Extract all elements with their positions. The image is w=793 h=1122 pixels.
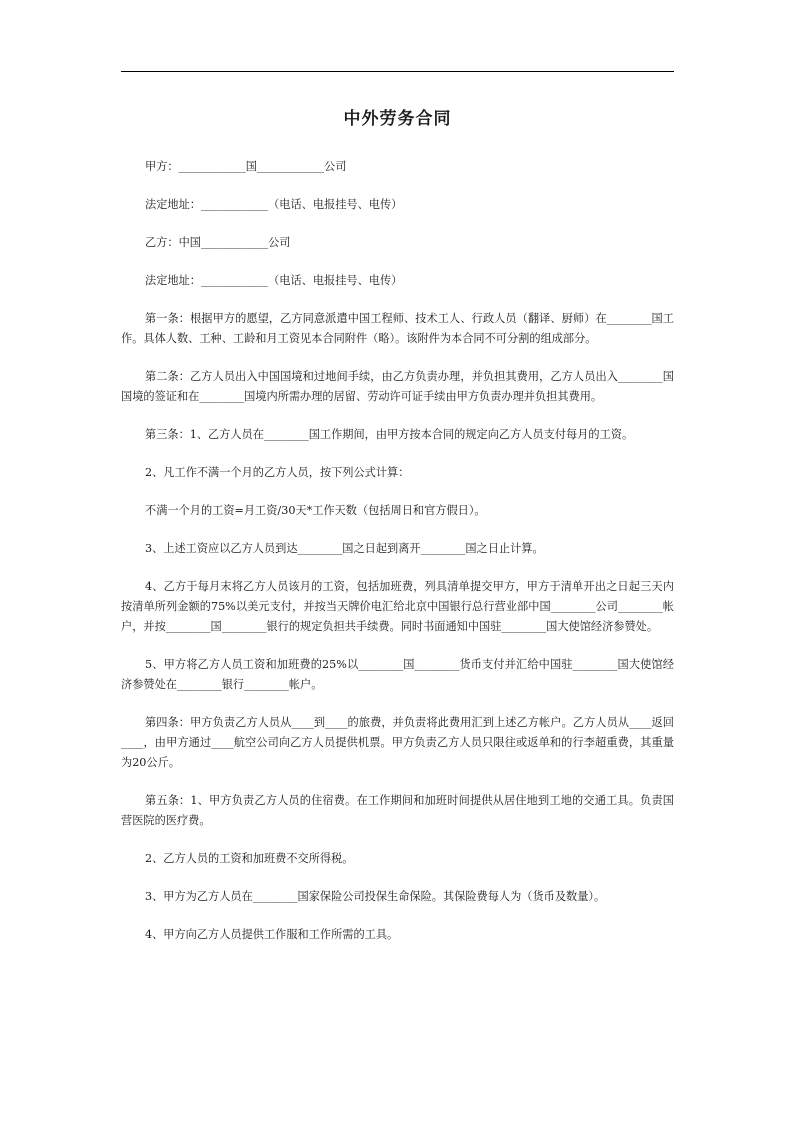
article-3-clause-4: 4、乙方于每月末将乙方人员该月的工资，包括加班费，列具清单提交甲方，甲方于清单开出之日起三天内按清单所列金额的75%以美元支付，并按当天牌价电汇给北京中国银行总行营业部中国________公司________帐户，并按________国________银行的规定负担共手续费。同时书面通知中国驻________国大使馆经济参赞处。 (121, 580, 674, 633)
article-3-clause-1: 第三条：1、乙方人员在________国工作期间，由甲方按本合同的规定向乙方人员支付每月的工资。 (145, 428, 634, 441)
party-b-address: 法定地址：____________（电话、电报挂号、电传） (145, 274, 403, 287)
article-5-clause-3: 3、甲方为乙方人员在________国家保险公司投保生命保险。其保险费每人为（货币及数量）。 (145, 890, 606, 903)
document-title: 中外劳务合同 (343, 109, 452, 129)
article-5-clause-4: 4、甲方向乙方人员提供工作服和工作所需的工具。 (145, 928, 399, 941)
header-rule (121, 71, 674, 72)
article-5-clause-2: 2、乙方人员的工资和加班费不交所得税。 (145, 852, 354, 865)
document-body (121, 157, 674, 963)
article-2: 第二条：乙方人员出入中国国境和过地间手续，由乙方负责办理，并负担其费用，乙方人员出入________国国境的签证和在________国境内所需办理的居留、劳动许可证手续由甲方负责办理并负担其费用。 (121, 370, 674, 403)
article-5-clause-1: 第五条：1、甲方负责乙方人员的住宿费。在工作期间和加班时间提供从居住地到工地的交通工具。负责国营医院的医疗费。 (121, 794, 674, 827)
party-a-line: 甲方：____________国____________公司 (145, 160, 347, 173)
article-3-formula: 不满一个月的工资=月工资/30天*工作天数（包括周日和官方假日）。 (145, 504, 486, 517)
article-4: 第四条：甲方负责乙方人员从____到____的旅费，并负责将此费用汇到上述乙方帐户。乙方人员从____返回____，由甲方通过____航空公司向乙方人员提供机票。甲方负责乙方人员只限往或返单和的行李超重费，其重量为20公斤。 (121, 716, 674, 769)
article-3-clause-3: 3、上述工资应以乙方人员到达________国之日起到离开________国之日止计算。 (145, 542, 544, 555)
article-1: 第一条：根据甲方的愿望，乙方同意派遣中国工程师、技术工人、行政人员（翻译、厨师）在________国工作。具体人数、工种、工龄和月工资见本合同附件（略）。该附件为本合同不可分割的组成部分。 (121, 312, 674, 345)
party-b-line: 乙方：中国____________公司 (145, 236, 291, 249)
party-a-address: 法定地址：____________（电话、电报挂号、电传） (145, 198, 403, 211)
article-3-clause-2: 2、凡工作不满一个月的乙方人员，按下列公式计算： (145, 466, 410, 479)
article-3-clause-5: 5、甲方将乙方人员工资和加班费的25%以________国________货币支付并汇给中国驻________国大使馆经济参赞处在________银行________帐户。 (121, 658, 674, 691)
